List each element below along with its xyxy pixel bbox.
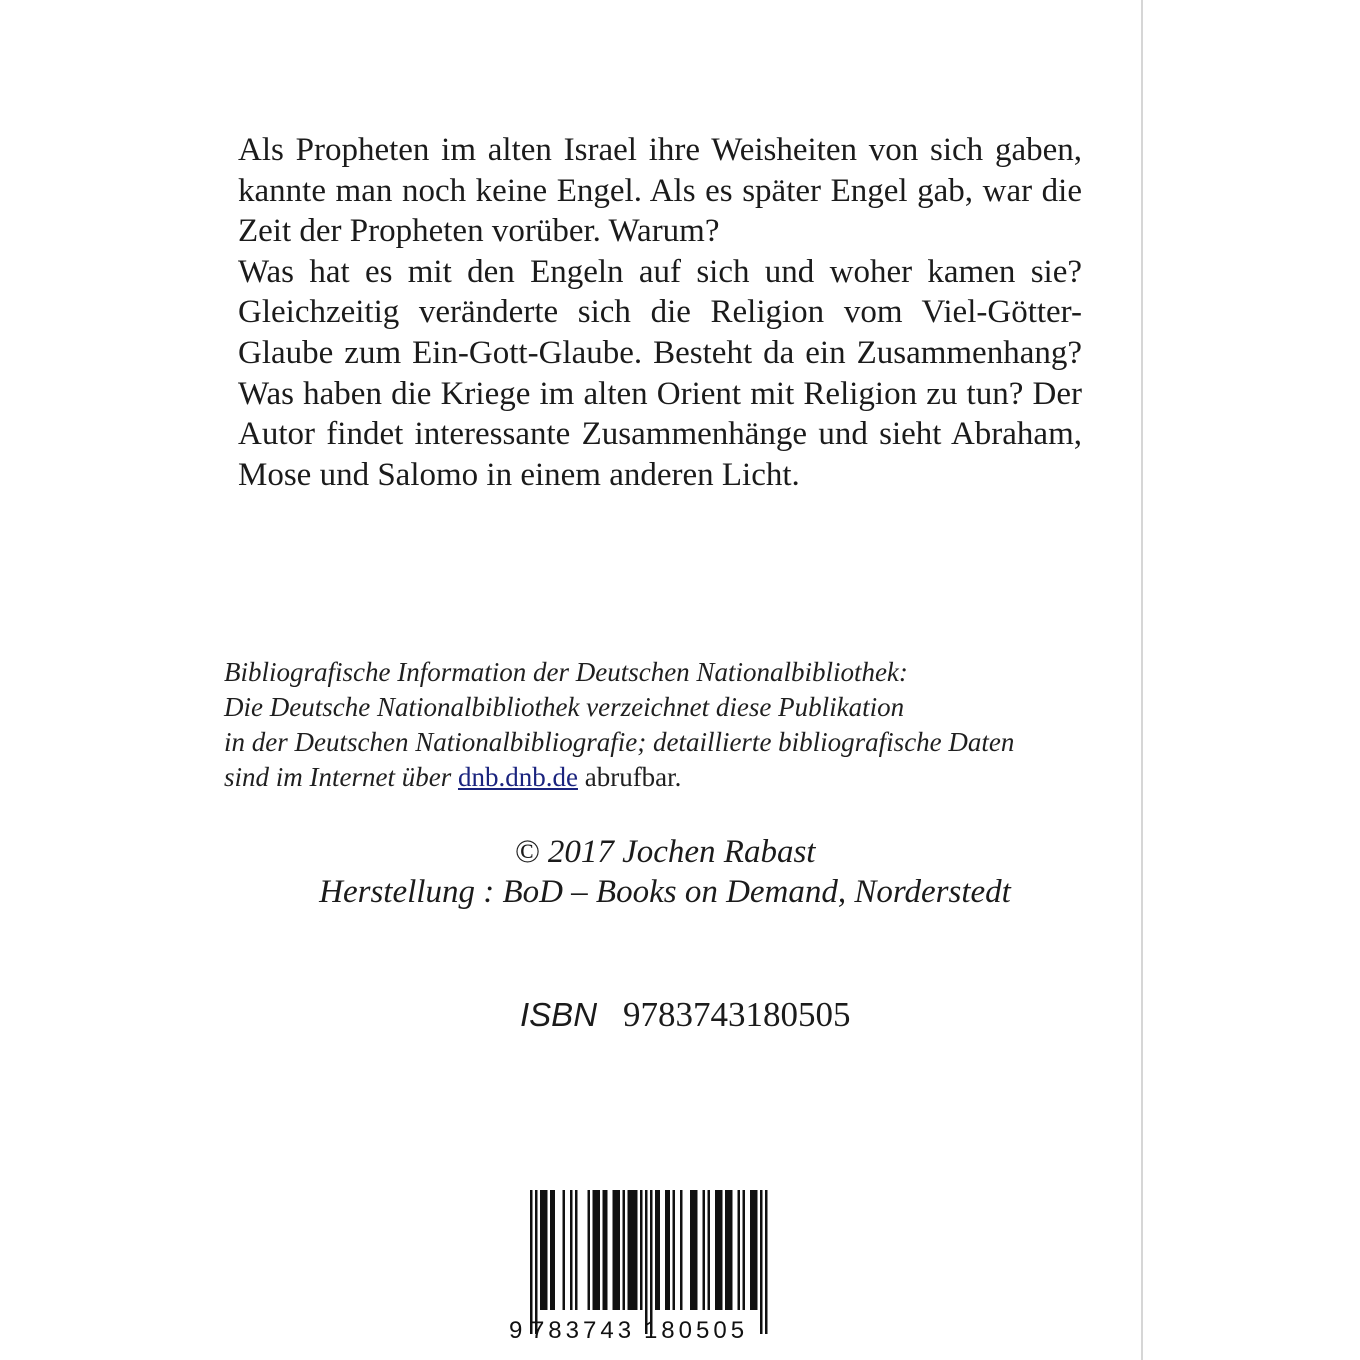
- barcode-bar: [593, 1190, 601, 1310]
- barcode-bar: [725, 1190, 733, 1310]
- barcode-bar: [750, 1190, 758, 1310]
- barcode-guard-bar: [530, 1190, 533, 1334]
- page-edge-divider: [1141, 0, 1143, 1360]
- isbn-line: [520, 995, 851, 1035]
- barcode-bar: [680, 1190, 683, 1310]
- biblio-line-4: [224, 760, 1124, 795]
- barcode-bar: [570, 1190, 573, 1310]
- barcode-guard-bar: [650, 1190, 653, 1334]
- production-line: Herstellung : BoD – Books on Demand, Norderstedt: [319, 874, 1011, 910]
- biblio-line-3: in der Deutschen Nationalbibliografie; detaillierte bibliografische Daten: [224, 727, 1015, 757]
- barcode-bar: [690, 1190, 698, 1310]
- barcode-bar: [708, 1190, 711, 1310]
- barcode-bar: [665, 1190, 670, 1310]
- barcode-bar: [613, 1190, 621, 1310]
- barcode-guard-bar: [645, 1190, 648, 1334]
- barcode-guard-bar: [760, 1190, 763, 1334]
- blurb-paragraph-2: Was hat es mit den Engeln auf sich und woher kamen sie? Gleichzeitig veränderte sich die Religion vom Viel-Götter-Glaube zum Ein-Gott-Glaube. Besteht da ein Zusammenhang? Was haben die Kriege im alten Orient mit Religion zu tun? Der Autor findet interessante Zusammenhänge und sieht Abraham, Mose und Salomo in einem anderen Licht.: [238, 253, 1082, 493]
- barcode-bar: [623, 1190, 626, 1310]
- barcode-bar: [640, 1190, 643, 1310]
- barcode-bar: [655, 1190, 660, 1310]
- biblio-line-2: Die Deutsche Nationalbibliothek verzeichnet diese Publikation: [224, 692, 905, 722]
- barcode-left-digits: 783743: [530, 1317, 636, 1344]
- barcode-bar: [575, 1190, 578, 1310]
- barcode-bar: [588, 1190, 591, 1310]
- barcode-bar: [603, 1190, 608, 1310]
- biblio-line-4-prefix: sind im Internet über: [224, 762, 452, 792]
- blurb-text: [238, 130, 1082, 495]
- isbn-number: 9783743180505: [623, 995, 851, 1034]
- barcode-graphic: [506, 1186, 782, 1346]
- barcode-guard-bar: [765, 1190, 768, 1334]
- dnb-link[interactable]: dnb.dnb.de: [457, 762, 578, 792]
- imprint: [160, 832, 1170, 912]
- barcode-bar: [563, 1190, 566, 1310]
- copyright-line: © 2017 Jochen Rabast: [514, 834, 816, 870]
- barcode-bar: [743, 1190, 746, 1310]
- barcode-bar: [703, 1190, 706, 1310]
- bibliographic-information: [224, 655, 1124, 795]
- isbn-barcode: [506, 1186, 782, 1346]
- biblio-line-4-suffix: abrufbar.: [584, 762, 682, 792]
- barcode-bar: [540, 1190, 548, 1310]
- biblio-line-1: Bibliografische Information der Deutschen Nationalbibliothek:: [224, 657, 908, 687]
- barcode-bars: [530, 1190, 768, 1334]
- blurb-paragraph-1: Als Propheten im alten Israel ihre Weisheiten von sich gaben, kannte man noch keine Engel. Als es später Engel gab, war die Zeit der Propheten vorüber. Warum?: [238, 132, 1082, 250]
- barcode-right-digits: 180505: [643, 1317, 749, 1344]
- barcode-first-digit: 9: [509, 1317, 523, 1344]
- barcode-bar: [628, 1190, 638, 1310]
- isbn-label: ISBN: [520, 996, 598, 1033]
- barcode-bar: [738, 1190, 741, 1310]
- barcode-guard-bar: [535, 1190, 538, 1334]
- barcode-bar: [673, 1190, 676, 1310]
- barcode-bar: [550, 1190, 555, 1310]
- barcode-bar: [715, 1190, 723, 1310]
